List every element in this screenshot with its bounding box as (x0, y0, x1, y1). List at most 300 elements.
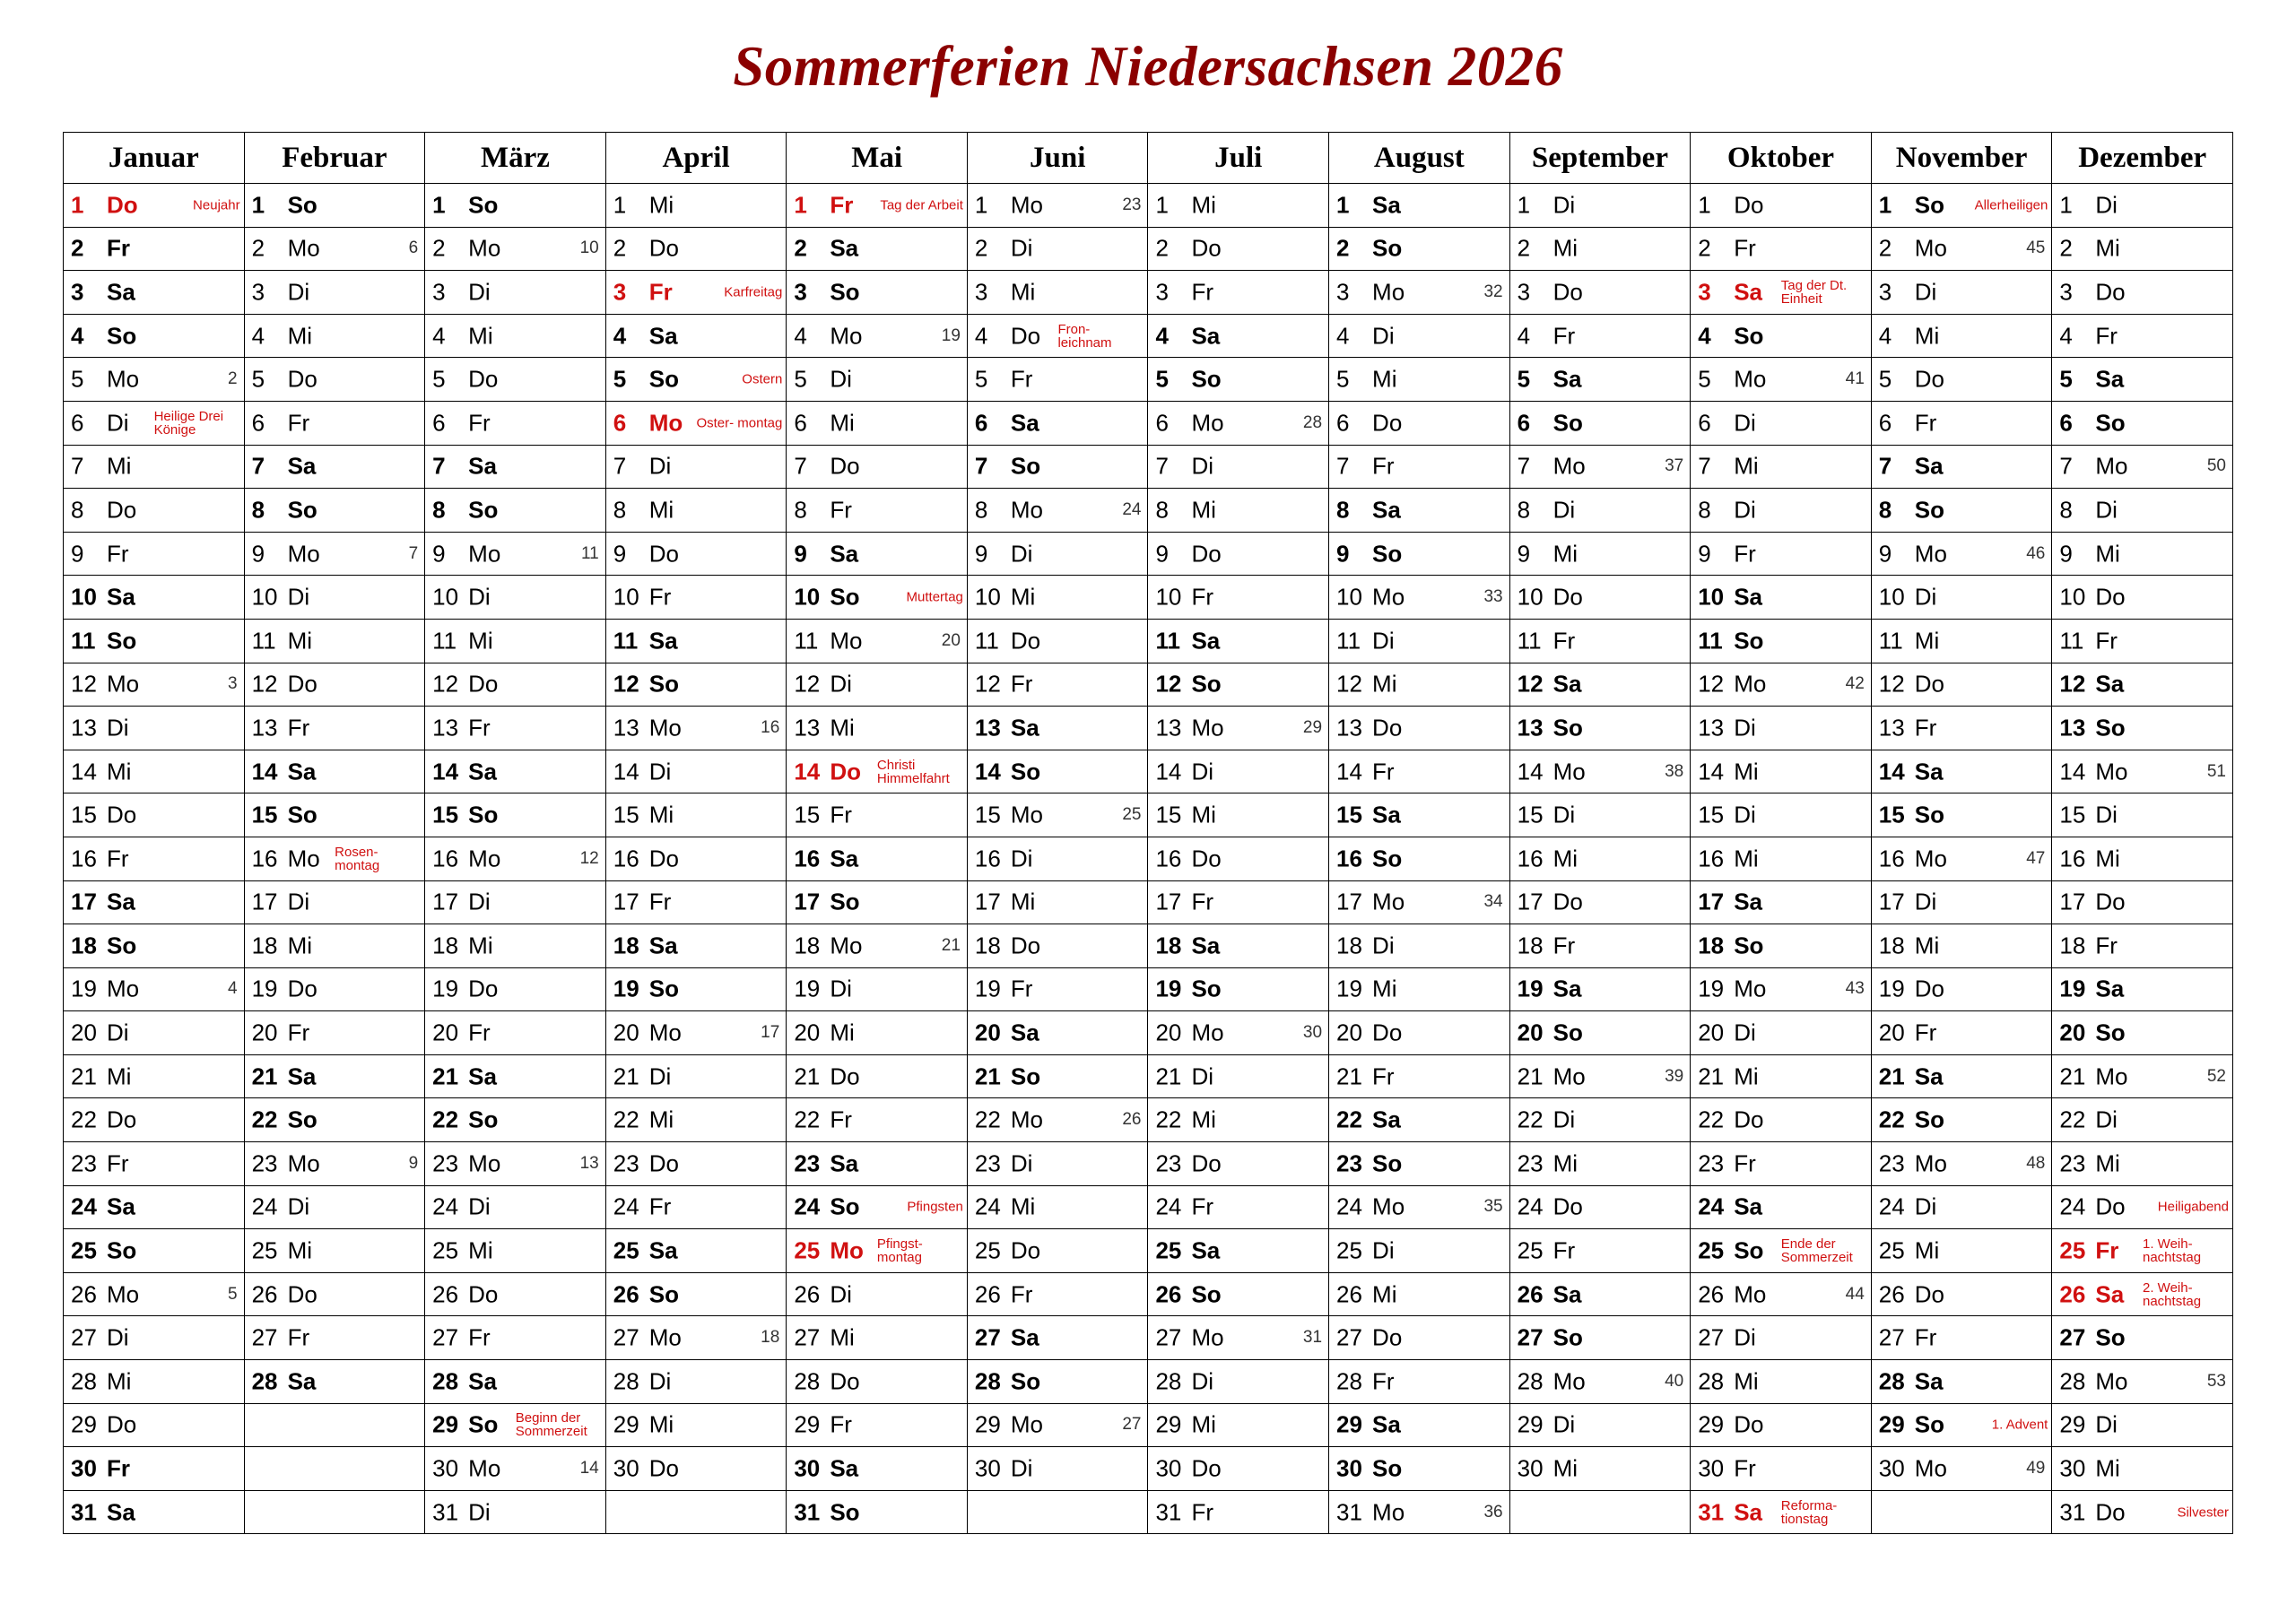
day-cell[interactable] (1509, 445, 1691, 489)
day-cell[interactable] (1148, 1490, 1329, 1534)
day-cell[interactable] (2052, 707, 2233, 750)
day-cell[interactable] (1509, 880, 1691, 924)
day-cell[interactable] (605, 271, 787, 315)
day-cell[interactable] (1871, 837, 2052, 880)
day-cell[interactable] (2052, 880, 2233, 924)
day-cell[interactable] (1871, 1272, 2052, 1316)
day-cell[interactable] (1148, 1272, 1329, 1316)
day-cell[interactable] (1329, 1360, 1510, 1404)
day-cell[interactable] (787, 1229, 968, 1273)
day-cell[interactable] (425, 924, 606, 968)
day-cell[interactable] (425, 1490, 606, 1534)
day-cell[interactable] (244, 1229, 425, 1273)
day-cell[interactable] (1509, 1142, 1691, 1186)
day-cell[interactable] (1148, 837, 1329, 880)
day-cell[interactable] (244, 967, 425, 1011)
day-cell[interactable] (1871, 793, 2052, 837)
day-cell[interactable] (1691, 1447, 1872, 1491)
day-cell[interactable] (2052, 663, 2233, 707)
day-cell[interactable] (425, 1447, 606, 1491)
day-cell[interactable] (1509, 1098, 1691, 1142)
day-cell[interactable] (787, 663, 968, 707)
day-cell[interactable] (1148, 619, 1329, 663)
day-cell[interactable] (425, 489, 606, 533)
day-cell[interactable] (64, 1054, 245, 1098)
day-cell[interactable] (967, 1054, 1148, 1098)
day-cell[interactable] (1329, 1272, 1510, 1316)
day-cell[interactable] (244, 227, 425, 271)
day-cell[interactable] (1329, 445, 1510, 489)
day-cell[interactable] (1148, 445, 1329, 489)
day-cell[interactable] (64, 489, 245, 533)
day-cell[interactable] (1509, 489, 1691, 533)
day-cell[interactable] (787, 445, 968, 489)
day-cell[interactable] (425, 401, 606, 445)
day-cell[interactable] (425, 1185, 606, 1229)
day-cell[interactable] (1509, 1360, 1691, 1404)
day-cell[interactable] (2052, 1185, 2233, 1229)
day-cell[interactable] (1871, 1142, 2052, 1186)
day-cell[interactable] (1691, 1185, 1872, 1229)
day-cell[interactable] (1871, 401, 2052, 445)
day-cell[interactable] (967, 576, 1148, 620)
day-cell[interactable] (64, 445, 245, 489)
day-cell[interactable] (1871, 1054, 2052, 1098)
day-cell[interactable] (787, 1142, 968, 1186)
day-cell[interactable] (605, 576, 787, 620)
day-cell[interactable] (1871, 358, 2052, 402)
day-cell[interactable] (605, 619, 787, 663)
day-cell[interactable] (425, 1098, 606, 1142)
day-cell[interactable] (1148, 880, 1329, 924)
day-cell[interactable] (1691, 576, 1872, 620)
day-cell[interactable] (1329, 1490, 1510, 1534)
day-cell[interactable] (1871, 271, 2052, 315)
day-cell[interactable] (1148, 707, 1329, 750)
day-cell[interactable] (244, 184, 425, 228)
day-cell[interactable] (605, 314, 787, 358)
day-cell[interactable] (244, 271, 425, 315)
day-cell[interactable] (1509, 619, 1691, 663)
day-cell[interactable] (1329, 271, 1510, 315)
day-cell[interactable] (1148, 1229, 1329, 1273)
day-cell[interactable] (244, 358, 425, 402)
day-cell[interactable] (605, 1360, 787, 1404)
day-cell[interactable] (64, 532, 245, 576)
day-cell[interactable] (2052, 1054, 2233, 1098)
day-cell[interactable] (1871, 1185, 2052, 1229)
day-cell[interactable] (967, 489, 1148, 533)
day-cell[interactable] (2052, 184, 2233, 228)
day-cell[interactable] (244, 793, 425, 837)
day-cell[interactable] (1691, 358, 1872, 402)
day-cell[interactable] (244, 924, 425, 968)
day-cell[interactable] (425, 663, 606, 707)
day-cell[interactable] (787, 1316, 968, 1360)
day-cell[interactable] (1148, 924, 1329, 968)
day-cell[interactable] (244, 1011, 425, 1055)
day-cell[interactable] (2052, 1403, 2233, 1447)
day-cell[interactable] (1509, 1403, 1691, 1447)
day-cell[interactable] (605, 967, 787, 1011)
day-cell[interactable] (1329, 967, 1510, 1011)
day-cell[interactable] (605, 1054, 787, 1098)
day-cell[interactable] (1329, 532, 1510, 576)
day-cell[interactable] (2052, 924, 2233, 968)
day-cell[interactable] (2052, 1360, 2233, 1404)
day-cell[interactable] (1329, 401, 1510, 445)
day-cell[interactable] (1509, 707, 1691, 750)
day-cell[interactable] (967, 1316, 1148, 1360)
day-cell[interactable] (787, 532, 968, 576)
day-cell[interactable] (605, 445, 787, 489)
day-cell[interactable] (64, 1185, 245, 1229)
day-cell[interactable] (787, 837, 968, 880)
day-cell[interactable] (967, 1360, 1148, 1404)
day-cell[interactable] (1329, 227, 1510, 271)
day-cell[interactable] (1691, 1490, 1872, 1534)
day-cell[interactable] (605, 707, 787, 750)
day-cell[interactable] (1509, 1272, 1691, 1316)
day-cell[interactable] (425, 707, 606, 750)
day-cell[interactable] (967, 1011, 1148, 1055)
day-cell[interactable] (1329, 1229, 1510, 1273)
day-cell[interactable] (425, 619, 606, 663)
day-cell[interactable] (64, 1098, 245, 1142)
day-cell[interactable] (967, 967, 1148, 1011)
day-cell[interactable] (2052, 227, 2233, 271)
day-cell[interactable] (605, 1229, 787, 1273)
day-cell[interactable] (787, 1185, 968, 1229)
day-cell[interactable] (1509, 1011, 1691, 1055)
day-cell[interactable] (2052, 489, 2233, 533)
day-cell[interactable] (1329, 314, 1510, 358)
day-cell[interactable] (787, 1098, 968, 1142)
day-cell[interactable] (244, 663, 425, 707)
day-cell[interactable] (1871, 619, 2052, 663)
day-cell[interactable] (244, 1054, 425, 1098)
day-cell[interactable] (605, 924, 787, 968)
day-cell[interactable] (1329, 1011, 1510, 1055)
day-cell[interactable] (1148, 1316, 1329, 1360)
day-cell[interactable] (425, 1272, 606, 1316)
day-cell[interactable] (1509, 358, 1691, 402)
day-cell[interactable] (2052, 1011, 2233, 1055)
day-cell[interactable] (2052, 750, 2233, 793)
day-cell[interactable] (1329, 1447, 1510, 1491)
day-cell[interactable] (1871, 227, 2052, 271)
day-cell[interactable] (605, 1142, 787, 1186)
day-cell[interactable] (605, 1272, 787, 1316)
day-cell[interactable] (967, 445, 1148, 489)
day-cell[interactable] (1871, 314, 2052, 358)
day-cell[interactable] (1871, 924, 2052, 968)
day-cell[interactable] (64, 1011, 245, 1055)
day-cell[interactable] (1329, 184, 1510, 228)
day-cell[interactable] (2052, 1316, 2233, 1360)
day-cell[interactable] (787, 1011, 968, 1055)
day-cell[interactable] (787, 358, 968, 402)
day-cell[interactable] (1871, 663, 2052, 707)
day-cell[interactable] (605, 793, 787, 837)
day-cell[interactable] (64, 619, 245, 663)
day-cell[interactable] (64, 793, 245, 837)
day-cell[interactable] (1509, 750, 1691, 793)
day-cell[interactable] (1509, 967, 1691, 1011)
day-cell[interactable] (64, 880, 245, 924)
day-cell[interactable] (605, 184, 787, 228)
day-cell[interactable] (1509, 227, 1691, 271)
day-cell[interactable] (2052, 314, 2233, 358)
day-cell[interactable] (1871, 445, 2052, 489)
day-cell[interactable] (1148, 358, 1329, 402)
day-cell[interactable] (1691, 1098, 1872, 1142)
day-cell[interactable] (787, 793, 968, 837)
day-cell[interactable] (1871, 576, 2052, 620)
day-cell[interactable] (64, 967, 245, 1011)
day-cell[interactable] (1691, 837, 1872, 880)
day-cell[interactable] (787, 1054, 968, 1098)
day-cell[interactable] (1148, 1098, 1329, 1142)
day-cell[interactable] (1509, 924, 1691, 968)
day-cell[interactable] (64, 271, 245, 315)
day-cell[interactable] (967, 663, 1148, 707)
day-cell[interactable] (967, 750, 1148, 793)
day-cell[interactable] (64, 1316, 245, 1360)
day-cell[interactable] (787, 227, 968, 271)
day-cell[interactable] (1148, 314, 1329, 358)
day-cell[interactable] (2052, 1447, 2233, 1491)
day-cell[interactable] (64, 1403, 245, 1447)
day-cell[interactable] (244, 314, 425, 358)
day-cell[interactable] (1691, 227, 1872, 271)
day-cell[interactable] (425, 184, 606, 228)
day-cell[interactable] (2052, 401, 2233, 445)
day-cell[interactable] (64, 1272, 245, 1316)
day-cell[interactable] (1509, 401, 1691, 445)
day-cell[interactable] (1148, 401, 1329, 445)
day-cell[interactable] (1691, 750, 1872, 793)
day-cell[interactable] (2052, 837, 2233, 880)
day-cell[interactable] (425, 532, 606, 576)
day-cell[interactable] (787, 1490, 968, 1534)
day-cell[interactable] (967, 358, 1148, 402)
day-cell[interactable] (1871, 184, 2052, 228)
day-cell[interactable] (1871, 1447, 2052, 1491)
day-cell[interactable] (244, 837, 425, 880)
day-cell[interactable] (605, 1011, 787, 1055)
day-cell[interactable] (1691, 663, 1872, 707)
day-cell[interactable] (1509, 793, 1691, 837)
day-cell[interactable] (1691, 1403, 1872, 1447)
day-cell[interactable] (787, 967, 968, 1011)
day-cell[interactable] (1329, 489, 1510, 533)
day-cell[interactable] (605, 227, 787, 271)
day-cell[interactable] (2052, 967, 2233, 1011)
day-cell[interactable] (64, 401, 245, 445)
day-cell[interactable] (605, 837, 787, 880)
day-cell[interactable] (425, 880, 606, 924)
day-cell[interactable] (1329, 1403, 1510, 1447)
day-cell[interactable] (1691, 532, 1872, 576)
day-cell[interactable] (1509, 1447, 1691, 1491)
day-cell[interactable] (1691, 1272, 1872, 1316)
day-cell[interactable] (244, 619, 425, 663)
day-cell[interactable] (1509, 271, 1691, 315)
day-cell[interactable] (244, 880, 425, 924)
day-cell[interactable] (1871, 1403, 2052, 1447)
day-cell[interactable] (1148, 271, 1329, 315)
day-cell[interactable] (244, 707, 425, 750)
day-cell[interactable] (1148, 227, 1329, 271)
day-cell[interactable] (967, 401, 1148, 445)
day-cell[interactable] (425, 1403, 606, 1447)
day-cell[interactable] (967, 532, 1148, 576)
day-cell[interactable] (1329, 663, 1510, 707)
day-cell[interactable] (1871, 880, 2052, 924)
day-cell[interactable] (1148, 576, 1329, 620)
day-cell[interactable] (787, 750, 968, 793)
day-cell[interactable] (967, 1447, 1148, 1491)
day-cell[interactable] (64, 750, 245, 793)
day-cell[interactable] (425, 271, 606, 315)
day-cell[interactable] (1871, 1229, 2052, 1273)
day-cell[interactable] (1329, 880, 1510, 924)
day-cell[interactable] (605, 1316, 787, 1360)
day-cell[interactable] (244, 1272, 425, 1316)
day-cell[interactable] (605, 1185, 787, 1229)
day-cell[interactable] (1509, 1229, 1691, 1273)
day-cell[interactable] (64, 837, 245, 880)
day-cell[interactable] (244, 1142, 425, 1186)
day-cell[interactable] (1691, 184, 1872, 228)
day-cell[interactable] (1871, 1098, 2052, 1142)
day-cell[interactable] (967, 707, 1148, 750)
day-cell[interactable] (425, 576, 606, 620)
day-cell[interactable] (244, 401, 425, 445)
day-cell[interactable] (1691, 1011, 1872, 1055)
day-cell[interactable] (787, 1447, 968, 1491)
day-cell[interactable] (1509, 184, 1691, 228)
day-cell[interactable] (244, 445, 425, 489)
day-cell[interactable] (1329, 793, 1510, 837)
day-cell[interactable] (1509, 1185, 1691, 1229)
day-cell[interactable] (2052, 271, 2233, 315)
day-cell[interactable] (2052, 793, 2233, 837)
day-cell[interactable] (1148, 1054, 1329, 1098)
day-cell[interactable] (425, 750, 606, 793)
day-cell[interactable] (2052, 576, 2233, 620)
day-cell[interactable] (64, 184, 245, 228)
day-cell[interactable] (1691, 880, 1872, 924)
day-cell[interactable] (967, 619, 1148, 663)
day-cell[interactable] (64, 314, 245, 358)
day-cell[interactable] (605, 1098, 787, 1142)
day-cell[interactable] (64, 1229, 245, 1273)
day-cell[interactable] (244, 489, 425, 533)
day-cell[interactable] (1691, 924, 1872, 968)
day-cell[interactable] (1871, 1011, 2052, 1055)
day-cell[interactable] (1329, 576, 1510, 620)
day-cell[interactable] (967, 1142, 1148, 1186)
day-cell[interactable] (64, 924, 245, 968)
day-cell[interactable] (1691, 707, 1872, 750)
day-cell[interactable] (1329, 750, 1510, 793)
day-cell[interactable] (425, 967, 606, 1011)
day-cell[interactable] (1329, 1054, 1510, 1098)
day-cell[interactable] (1329, 358, 1510, 402)
day-cell[interactable] (1871, 967, 2052, 1011)
day-cell[interactable] (2052, 445, 2233, 489)
day-cell[interactable] (1329, 707, 1510, 750)
day-cell[interactable] (2052, 532, 2233, 576)
day-cell[interactable] (1871, 1316, 2052, 1360)
day-cell[interactable] (1329, 924, 1510, 968)
day-cell[interactable] (425, 314, 606, 358)
day-cell[interactable] (1509, 532, 1691, 576)
day-cell[interactable] (1509, 576, 1691, 620)
day-cell[interactable] (1509, 663, 1691, 707)
day-cell[interactable] (425, 837, 606, 880)
day-cell[interactable] (967, 314, 1148, 358)
day-cell[interactable] (244, 576, 425, 620)
day-cell[interactable] (64, 707, 245, 750)
day-cell[interactable] (1148, 1011, 1329, 1055)
day-cell[interactable] (1148, 750, 1329, 793)
day-cell[interactable] (425, 358, 606, 402)
day-cell[interactable] (1691, 489, 1872, 533)
day-cell[interactable] (787, 1360, 968, 1404)
day-cell[interactable] (425, 445, 606, 489)
day-cell[interactable] (787, 619, 968, 663)
day-cell[interactable] (2052, 1490, 2233, 1534)
day-cell[interactable] (64, 1360, 245, 1404)
day-cell[interactable] (1148, 1142, 1329, 1186)
day-cell[interactable] (1691, 445, 1872, 489)
day-cell[interactable] (1148, 967, 1329, 1011)
day-cell[interactable] (605, 532, 787, 576)
day-cell[interactable] (787, 576, 968, 620)
day-cell[interactable] (1148, 1403, 1329, 1447)
day-cell[interactable] (1148, 532, 1329, 576)
day-cell[interactable] (1691, 1316, 1872, 1360)
day-cell[interactable] (967, 1229, 1148, 1273)
day-cell[interactable] (64, 576, 245, 620)
day-cell[interactable] (425, 1142, 606, 1186)
day-cell[interactable] (1148, 489, 1329, 533)
day-cell[interactable] (1691, 1360, 1872, 1404)
day-cell[interactable] (967, 837, 1148, 880)
day-cell[interactable] (2052, 1229, 2233, 1273)
day-cell[interactable] (605, 401, 787, 445)
day-cell[interactable] (1329, 1142, 1510, 1186)
day-cell[interactable] (1871, 707, 2052, 750)
day-cell[interactable] (787, 314, 968, 358)
day-cell[interactable] (64, 227, 245, 271)
day-cell[interactable] (1509, 314, 1691, 358)
day-cell[interactable] (967, 1185, 1148, 1229)
day-cell[interactable] (244, 1360, 425, 1404)
day-cell[interactable] (1329, 1098, 1510, 1142)
day-cell[interactable] (1329, 1316, 1510, 1360)
day-cell[interactable] (244, 750, 425, 793)
day-cell[interactable] (787, 1403, 968, 1447)
day-cell[interactable] (967, 1403, 1148, 1447)
day-cell[interactable] (1691, 271, 1872, 315)
day-cell[interactable] (967, 924, 1148, 968)
day-cell[interactable] (1148, 1360, 1329, 1404)
day-cell[interactable] (64, 663, 245, 707)
